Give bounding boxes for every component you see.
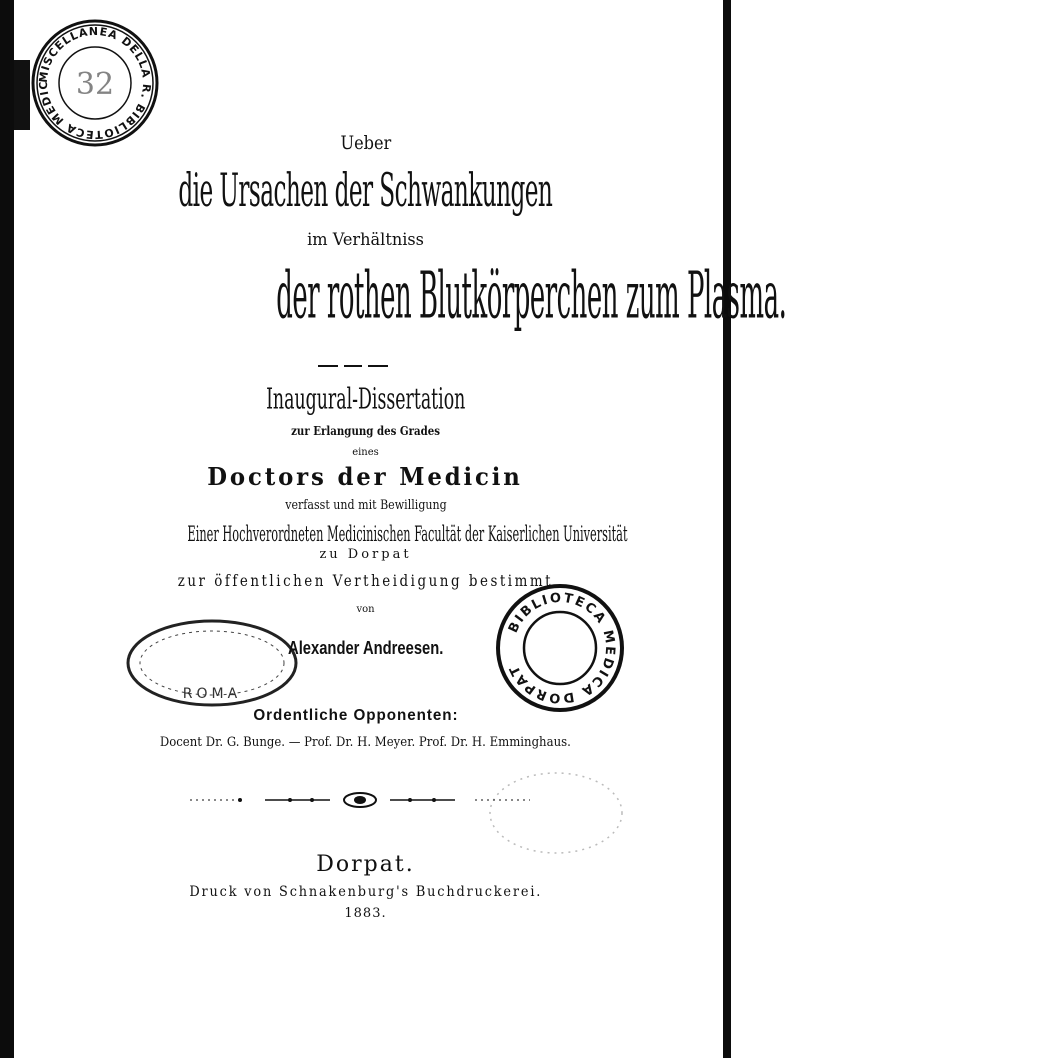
bewilligung-line: verfasst und mit Bewilligung [284,498,447,513]
title-blutkoerperchen: der rothen Blutkörperchen zum Plasma. [276,257,787,334]
stamp-ring-text-tl: MISCELLANEA DELLA R. BIBLIOTECA MEDIC [36,24,154,142]
imprint-printer: Druck von Schnakenburg's Buchdruckerei. [189,884,542,900]
author-name: Alexander Andreesen. [287,638,444,658]
ornament-divider [190,790,530,814]
title-ursachen: die Ursachen der Schwankungen [178,164,553,218]
imprint-place: Dorpat. [316,852,415,877]
doctor-line: Doctors der Medicin [207,462,524,491]
oval-stamp-left [126,618,298,708]
dorpat-small-line: zu Dorpat [319,547,412,562]
von-line: von [356,604,375,615]
opponents-heading: Ordentliche Opponenten: [252,707,459,724]
title-verhaeltniss: im Verhältniss [307,230,424,250]
title-ueber: Ueber [340,132,391,154]
grades-line: zur Erlangung des Grades [291,424,440,438]
scan-mark [14,60,30,130]
facultaet-line: Einer Hochverordneten Medicinischen Facultät der Kaiserlichen Universität [187,522,628,546]
stamp-ring-text-right: BIBLIOTECA MEDICA DORPAT [505,590,618,706]
vertheidigung-line: zur öffentlichen Vertheidigung bestimmt [177,571,554,590]
ornament-dashes [318,355,388,374]
imprint-year: 1883. [344,906,387,921]
opponents-list: Docent Dr. G. Bunge. — Prof. Dr. H. Meyer. Prof. Dr. H. Emminghaus. [159,735,571,750]
stamp-number: 32 [75,67,115,102]
library-stamp-top-left [30,18,160,148]
oval-stamp-text: ROMA [182,686,242,702]
dissertation-heading: Inaugural-Dissertation [265,381,466,416]
eines-line: eines [352,447,379,458]
